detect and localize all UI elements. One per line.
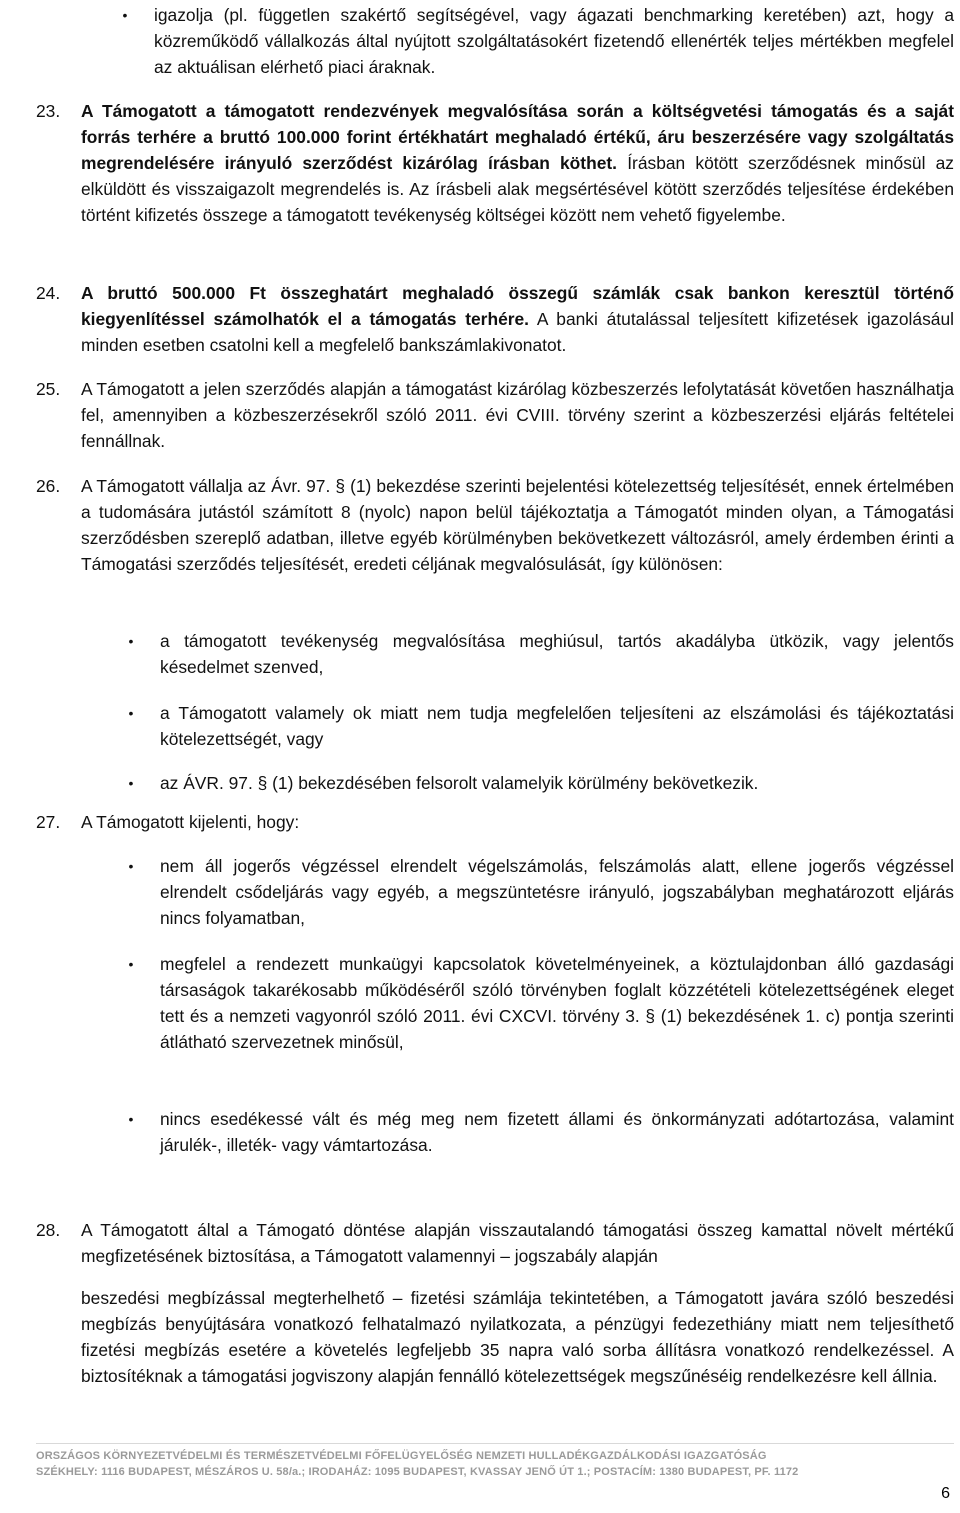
paragraph-text: A Támogatott vállalja az Ávr. 97. § (1) bekezdése szerinti bejelentési kötelezettség teljesítését, ennek értelmében a tudomására jutástól számított 8 (nyolc) napon belül tájékoztatja a Támogatót minden olyan, a Támogatási szerződésben szereplő adatban, illetve egyéb körülményben bekövetkezett változásról, amely érdemben érinti a Támogatási szerződés teljesítését, eredeti céljának megvalósulását, így különösen: <box>81 476 954 574</box>
bullet-item <box>128 951 954 1055</box>
bullet-dot: • <box>128 775 134 791</box>
paragraph-text: A banki átutalással teljesített kifizetések igazolásául minden esetben csatolni kell a megfelelő bankszámlakivonatot. <box>81 309 954 355</box>
bullet-item <box>128 628 954 680</box>
bullet-dot: • <box>128 858 134 874</box>
paragraph-text: Írásban kötött szerződésnek minősül az elküldött és visszaigazolt megrendelés is. Az írásbeli alak megsértésével kötött szerződés teljesítése érdekében történt kifizetés összege a támogatott tevékenység költségei között nem vehető figyelembe. <box>81 153 954 225</box>
bullet-text: a Támogatott valamely ok miatt nem tudja megfelelően teljesíteni az elszámolási és tájékoztatási kötelezettségét, vagy <box>160 703 954 749</box>
bullet-dot: • <box>122 7 128 23</box>
paragraph-number: 28. <box>36 1220 61 1240</box>
paragraph-text: A Támogatott a jelen szerződés alapján a támogatást kizárólag közbeszerzés lefolytatását követően használhatja fel, amennyiben a közbeszerzésekről szóló 2011. évi CVIII. törvény szerint a közbeszerzési eljárás feltételei fennállnak. <box>81 379 954 451</box>
bullet-item <box>128 770 954 796</box>
bullet-item-benchmarking <box>122 2 954 80</box>
bullet-text: az ÁVR. 97. § (1) bekezdésében felsorolt valamelyik körülmény bekövetkezik. <box>160 773 759 793</box>
paragraph-number: 25. <box>36 379 61 399</box>
bullet-item <box>128 1106 954 1158</box>
footer-divider <box>36 1443 954 1444</box>
paragraph-number: 27. <box>36 812 61 832</box>
bullet-item <box>128 700 954 752</box>
paragraph-number: 24. <box>36 283 61 303</box>
bullet-text: nem áll jogerős végzéssel elrendelt végelszámolás, felszámolás alatt, ellene jogerős végzéssel elrendelt csődeljárás vagy egyéb, a megszüntetésre irányuló, jogszabályban meghatározott eljárás nincs folyamatban, <box>160 856 954 928</box>
bullet-text: igazolja (pl. független szakértő segítségével, vagy ágazati benchmarking keretében) azt, hogy a közreműködő vállalkozás által nyújtott szolgáltatásokért fizetendő ellenérték teljes mértékben megfelel az aktuálisan elérhető piaci áraknak. <box>154 5 954 77</box>
bullet-item <box>128 853 954 931</box>
bullet-dot: • <box>128 1111 134 1127</box>
paragraph-text-first: A Támogatott által a Támogató döntése alapján visszautalandó támogatási összeg kamattal növelt mértékű megfizetésének biztosítása, a Támogatott valamennyi – jogszabály alapján <box>81 1220 954 1266</box>
paragraph-28-continued: beszedési megbízással megterhelhető – fizetési számlája tekintetében, a Támogatott javára szóló beszedési megbízás benyújtására vonatkozó felhatalmazó nyilatkozata, a pénzügyi fedezethiány miatt nem teljesíthető fizetési megbízás esetére a követelés legfeljebb 35 napra való sorba állításra vonatkozó rendelkezéssel. A biztosítéknak a támogatási jogviszony alapján fennálló kötelezettségek megszűnéséig rendelkezésre kell állnia. <box>81 1288 954 1386</box>
footer-letterhead <box>36 1448 936 1480</box>
bullet-dot: • <box>128 633 134 649</box>
bullet-text: a támogatott tevékenység megvalósítása meghiúsul, tartós akadályba ütközik, vagy jelentős késedelmet szenved, <box>160 631 954 677</box>
footer-address: SZÉKHELY: 1116 BUDAPEST, MÉSZÁROS U. 58/a.; IRODAHÁZ: 1095 BUDAPEST, KVASSAY JENŐ ÚT 1.; POSTACÍM: 1380 BUDAPEST, PF. 1172 <box>36 1466 799 1478</box>
paragraph-bold-text: A bruttó 500.000 Ft összeghatárt meghaladó összegű számlák csak bankon keresztül történő kiegyenlítéssel számolhatók el a támogatás terhére. <box>81 283 954 329</box>
bullet-dot: • <box>128 956 134 972</box>
paragraph-number: 23. <box>36 101 61 121</box>
bullet-text: megfelel a rendezett munkaügyi kapcsolatok követelményeinek, a köztulajdonban álló gazdasági társaságok takarékosabb működéséről szóló törvényben foglalt közzétételi kötelezettségének eleget tett és a nemzeti vagyonról szóló 2011. évi CXCVI. törvény 3. § (1) bekezdésének 1. c) pontja szerinti átlátható szervezetnek minősül, <box>160 954 954 1052</box>
paragraph-bold-text: A Támogatott a támogatott rendezvények megvalósítása során a költségvetési támogatás és a saját forrás terhére a bruttó 100.000 forint értékhatárt meghaladó értékű, áru beszerzésére vagy szolgáltatás megrendelésére irányuló szerződést kizárólag írásban köthet. <box>81 101 954 173</box>
footer-organization: ORSZÁGOS KÖRNYEZETVÉDELMI ÉS TERMÉSZETVÉDELMI FŐFELÜGYELŐSÉG NEMZETI HULLADÉKGAZDÁLKODÁSI IGAZGATÓSÁG <box>36 1450 767 1462</box>
paragraph-text: A Támogatott kijelenti, hogy: <box>81 812 300 832</box>
paragraph-number: 26. <box>36 476 61 496</box>
bullet-text: nincs esedékessé vált és még meg nem fizetett állami és önkormányzati adótartozása, valamint járulék-, illeték- vagy vámtartozása. <box>160 1109 954 1155</box>
page-number: 6 <box>941 1485 950 1502</box>
bullet-dot: • <box>128 705 134 721</box>
